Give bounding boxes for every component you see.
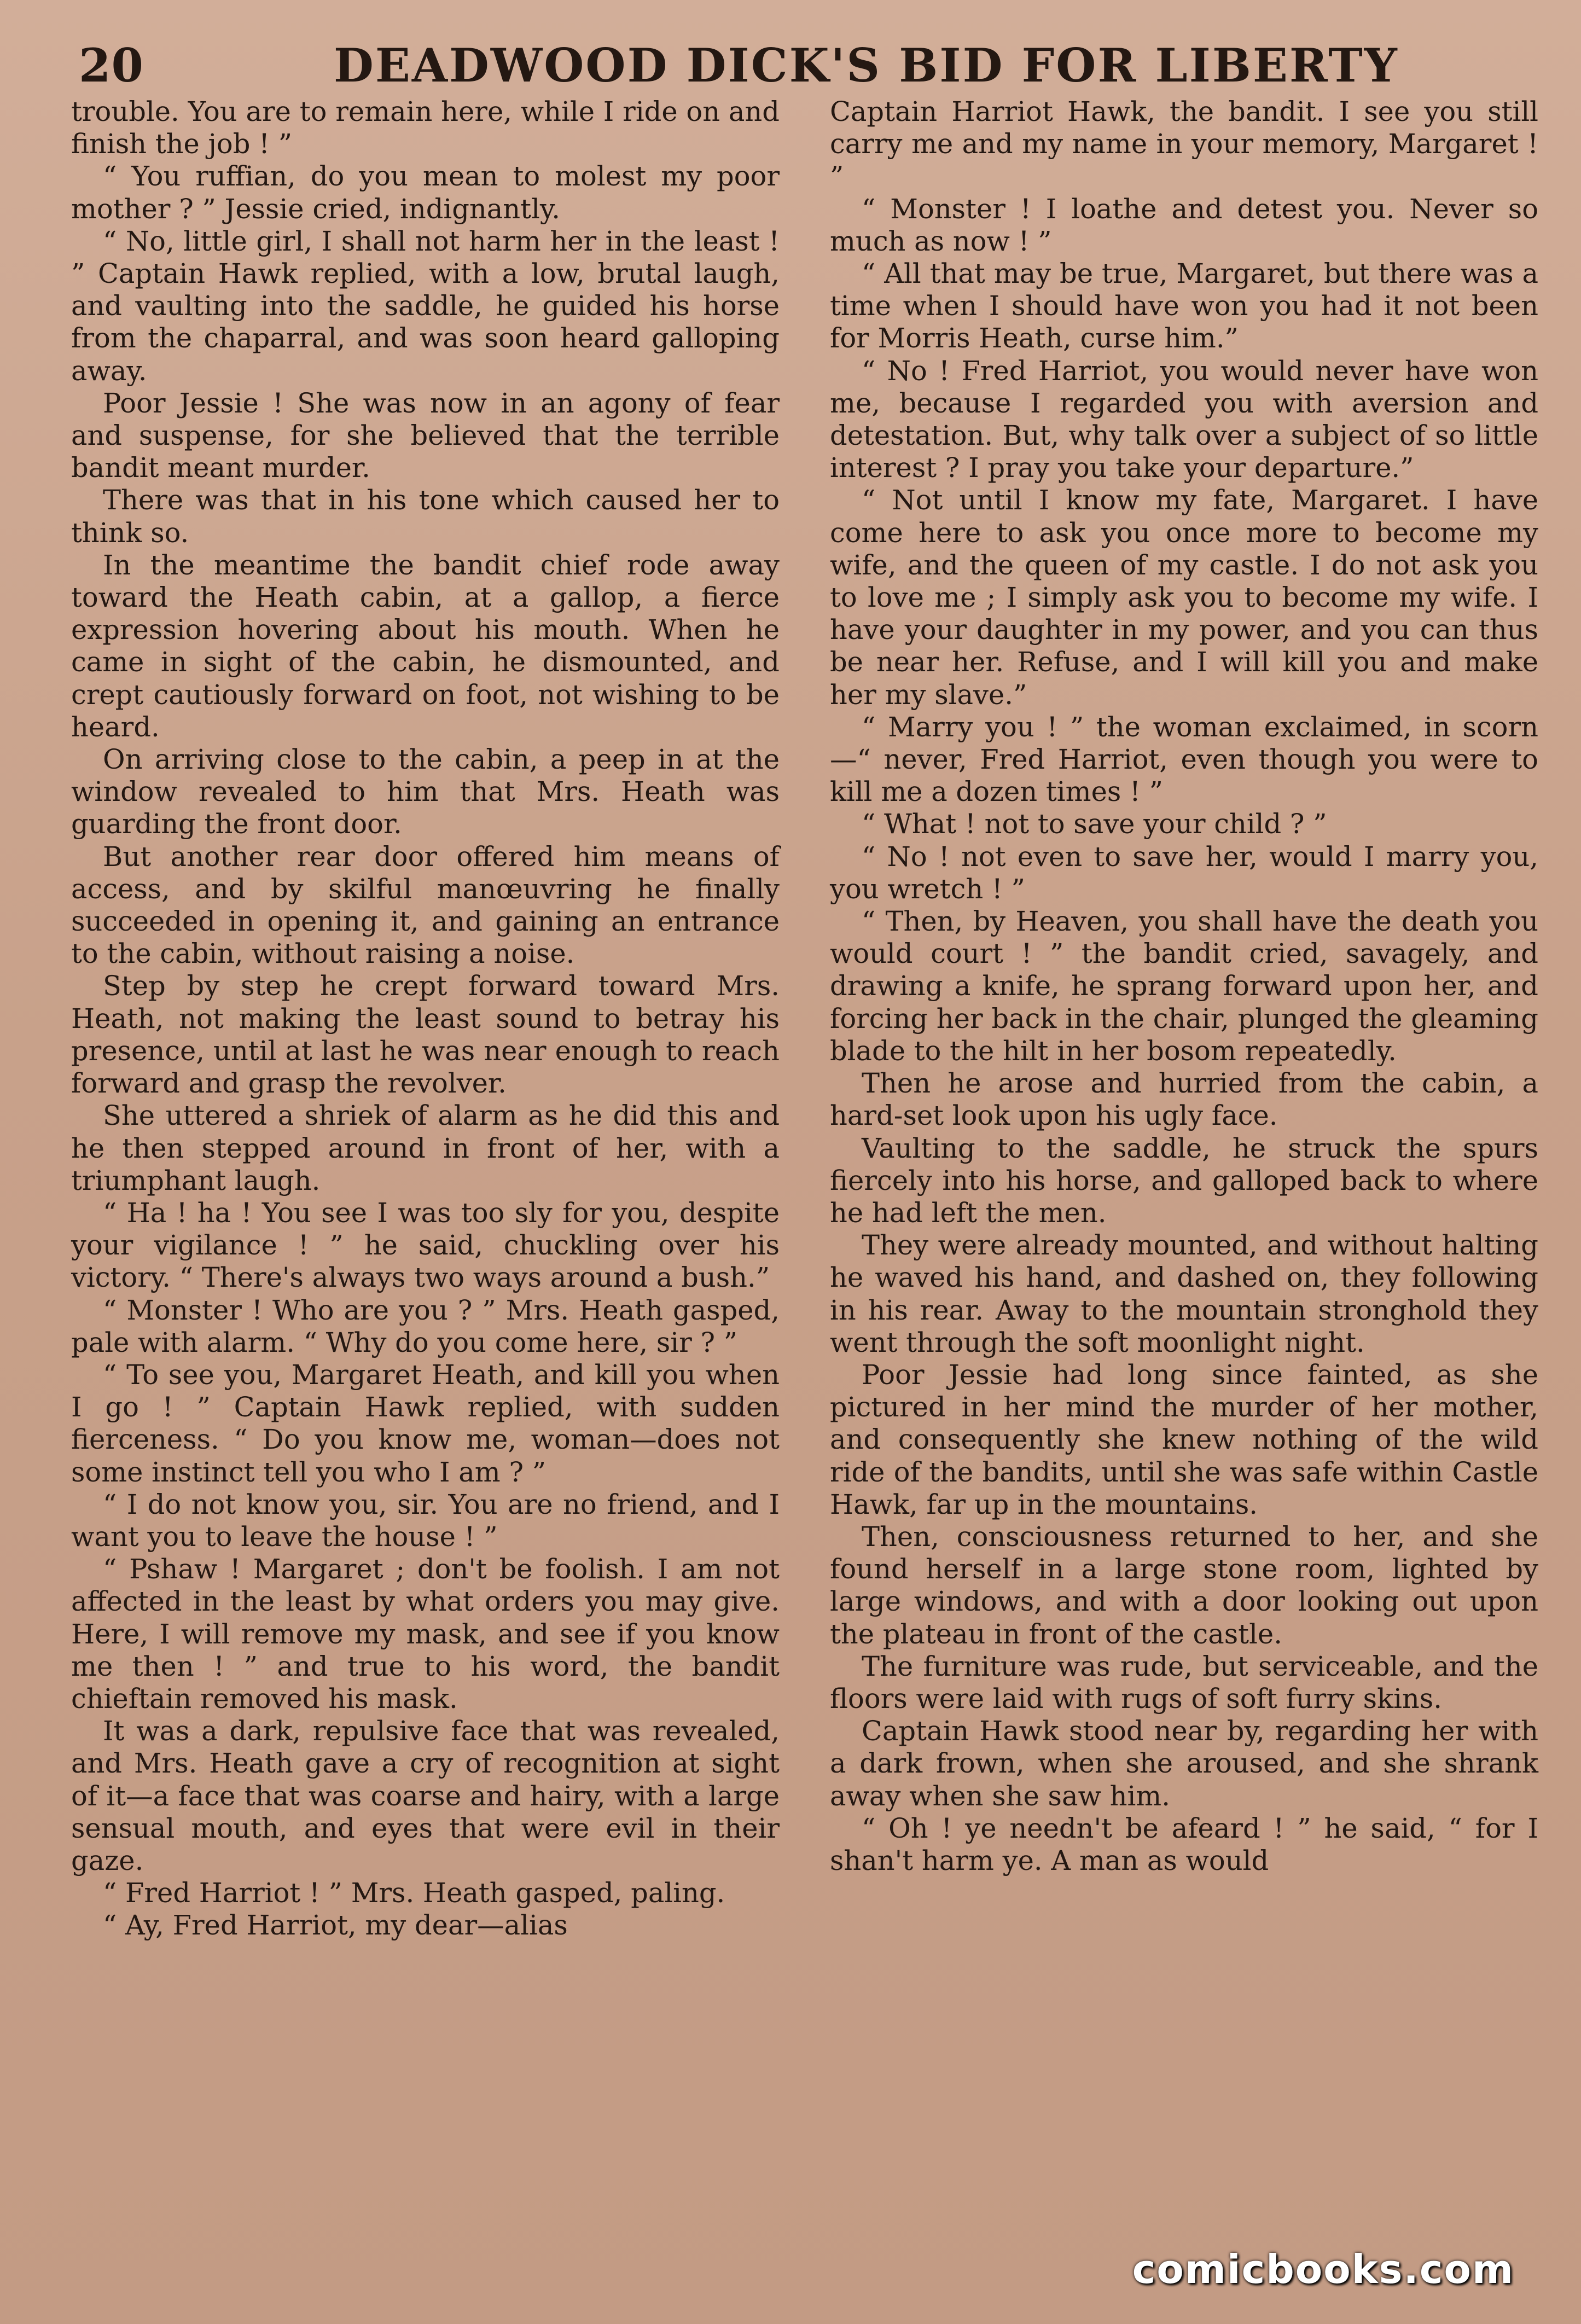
- right-column: [830, 96, 1538, 2202]
- paragraph: “ Ay, Fred Harriot, my dear—alias: [103, 1909, 568, 1942]
- paragraph: “ Marry you ! ” the woman exclaimed, in scorn—“ never, Fred Harriot, even though you were to kill me a dozen times ! ”: [830, 711, 1538, 808]
- paragraph: “ I do not know you, sir. You are no friend, and I want you to leave the house ! ”: [71, 1488, 780, 1553]
- text-columns: [71, 96, 1538, 2202]
- paragraph: “ No ! Fred Harriot, you would never have won me, because I regarded you with aversion and detestation. But, why talk over a subject of so little interest ? I pray you take your departure.”: [830, 355, 1538, 484]
- page-title: DEADWOOD DICK'S BID FOR LIBERTY: [334, 38, 1399, 92]
- paragraph: “ What ! not to save your child ? ”: [862, 808, 1327, 840]
- paragraph: Poor Jessie had long since fainted, as she pictured in her mind the murder of her mother, and consequently she knew nothing of the wild ride of the bandits, until she was safe within Castle Hawk, far up in the mountains.: [830, 1358, 1538, 1520]
- paragraph: Captain Hawk stood near by, regarding her with a dark frown, when she aroused, and she shrank away when she saw him.: [830, 1715, 1538, 1812]
- paragraph: Captain Harriot Hawk, the bandit. I see you still carry me and my name in your memory, Margaret ! ”: [830, 96, 1538, 193]
- paragraph: Step by step he crept forward toward Mrs. Heath, not making the least sound to betray his presence, until at last he was near enough to reach forward and grasp the revolver.: [71, 970, 780, 1100]
- paragraph: In the meantime the bandit chief rode away toward the Heath cabin, at a gallop, a fierce expression hovering about his mouth. When he came in sight of the cabin, he dismounted, and crept cautiously forward on foot, not wishing to be heard.: [71, 549, 780, 743]
- page-number: 20: [79, 38, 144, 92]
- paragraph: “ Then, by Heaven, you shall have the death you would court ! ” the bandit cried, savagely, and drawing a knife, he sprang forward upon her, and forcing her back in the chair, plunged the gleaming blade to the hilt in her bosom repeatedly.: [830, 905, 1538, 1067]
- paragraph: “ You ruffian, do you mean to molest my poor mother ? ” Jessie cried, indignantly.: [71, 160, 780, 225]
- watermark-text: comicbooks.com: [1132, 2246, 1514, 2292]
- paragraph: “ No ! not even to save her, would I marry you, you wretch ! ”: [830, 840, 1538, 905]
- left-column: [71, 96, 780, 2202]
- paragraph: Poor Jessie ! She was now in an agony of fear and suspense, for she believed that the terrible bandit meant murder.: [71, 387, 780, 484]
- paragraph: They were already mounted, and without halting he waved his hand, and dashed on, they following in his rear. Away to the mountain stronghold they went through the soft moonlight night.: [830, 1229, 1538, 1358]
- paragraph: She uttered a shriek of alarm as he did this and he then stepped around in front of her, with a triumphant laugh.: [71, 1100, 780, 1196]
- paragraph: “ Ha ! ha ! You see I was too sly for you, despite your vigilance ! ” he said, chuckling over his victory. “ There's always two ways around a bush.”: [71, 1196, 780, 1294]
- paragraph: “ To see you, Margaret Heath, and kill you when I go ! ” Captain Hawk replied, with sudden fierceness. “ Do you know me, woman—does not some instinct tell you who I am ? ”: [71, 1358, 780, 1488]
- page-header: [71, 34, 1538, 97]
- paragraph: “ Pshaw ! Margaret ; don't be foolish. I am not affected in the least by what orders you may give. Here, I will remove my mask, and see if you know me then ! ” and true to his word, the bandit chieftain removed his mask.: [71, 1553, 780, 1715]
- paragraph: There was that in his tone which caused her to think so.: [71, 484, 780, 549]
- paragraph: But another rear door offered him means of access, and by skilful manœuvring he finally succeeded in opening it, and gaining an entrance to the cabin, without raising a noise.: [71, 840, 780, 970]
- paragraph: “ Monster ! I loathe and detest you. Never so much as now ! ”: [830, 193, 1538, 257]
- paragraph: “ Oh ! ye needn't be afeard ! ” he said, “ for I shan't harm ye. A man as would: [830, 1812, 1538, 1876]
- paragraph: “ All that may be true, Margaret, but there was a time when I should have won you had it not been for Morris Heath, curse him.”: [830, 258, 1538, 355]
- paragraph: “ Monster ! Who are you ? ” Mrs. Heath gasped, pale with alarm. “ Why do you come here, sir ? ”: [71, 1294, 780, 1358]
- paragraph: On arriving close to the cabin, a peep in at the window revealed to him that Mrs. Heath was guarding the front door.: [71, 743, 780, 840]
- paragraph: “ No, little girl, I shall not harm her in the least ! ” Captain Hawk replied, with a low, brutal laugh, and vaulting into the saddle, he guided his horse from the chaparral, and was soon heard galloping away.: [71, 225, 780, 387]
- paragraph: It was a dark, repulsive face that was revealed, and Mrs. Heath gave a cry of recognition at sight of it—a face that was coarse and hairy, with a large sensual mouth, and eyes that were evil in their gaze.: [71, 1715, 780, 1876]
- paragraph: “ Fred Harriot ! ” Mrs. Heath gasped, paling.: [103, 1877, 725, 1909]
- paragraph: Vaulting to the saddle, he struck the spurs fiercely into his horse, and galloped back to where he had left the men.: [830, 1132, 1538, 1229]
- paragraph: Then, consciousness returned to her, and she found herself in a large stone room, lighted by large windows, and with a door looking out upon the plateau in front of the castle.: [830, 1520, 1538, 1650]
- paragraph: “ Not until I know my fate, Margaret. I have come here to ask you once more to become my wife, and the queen of my castle. I do not ask you to love me ; I simply ask you to become my wife. I have your daughter in my power, and you can thus be near her. Refuse, and I will kill you and make her my slave.”: [830, 484, 1538, 711]
- paragraph: trouble. You are to remain here, while I ride on and finish the job ! ”: [71, 96, 780, 160]
- paragraph: Then he arose and hurried from the cabin, a hard-set look upon his ugly face.: [830, 1067, 1538, 1132]
- paragraph: The furniture was rude, but serviceable, and the floors were laid with rugs of soft furry skins.: [830, 1650, 1538, 1715]
